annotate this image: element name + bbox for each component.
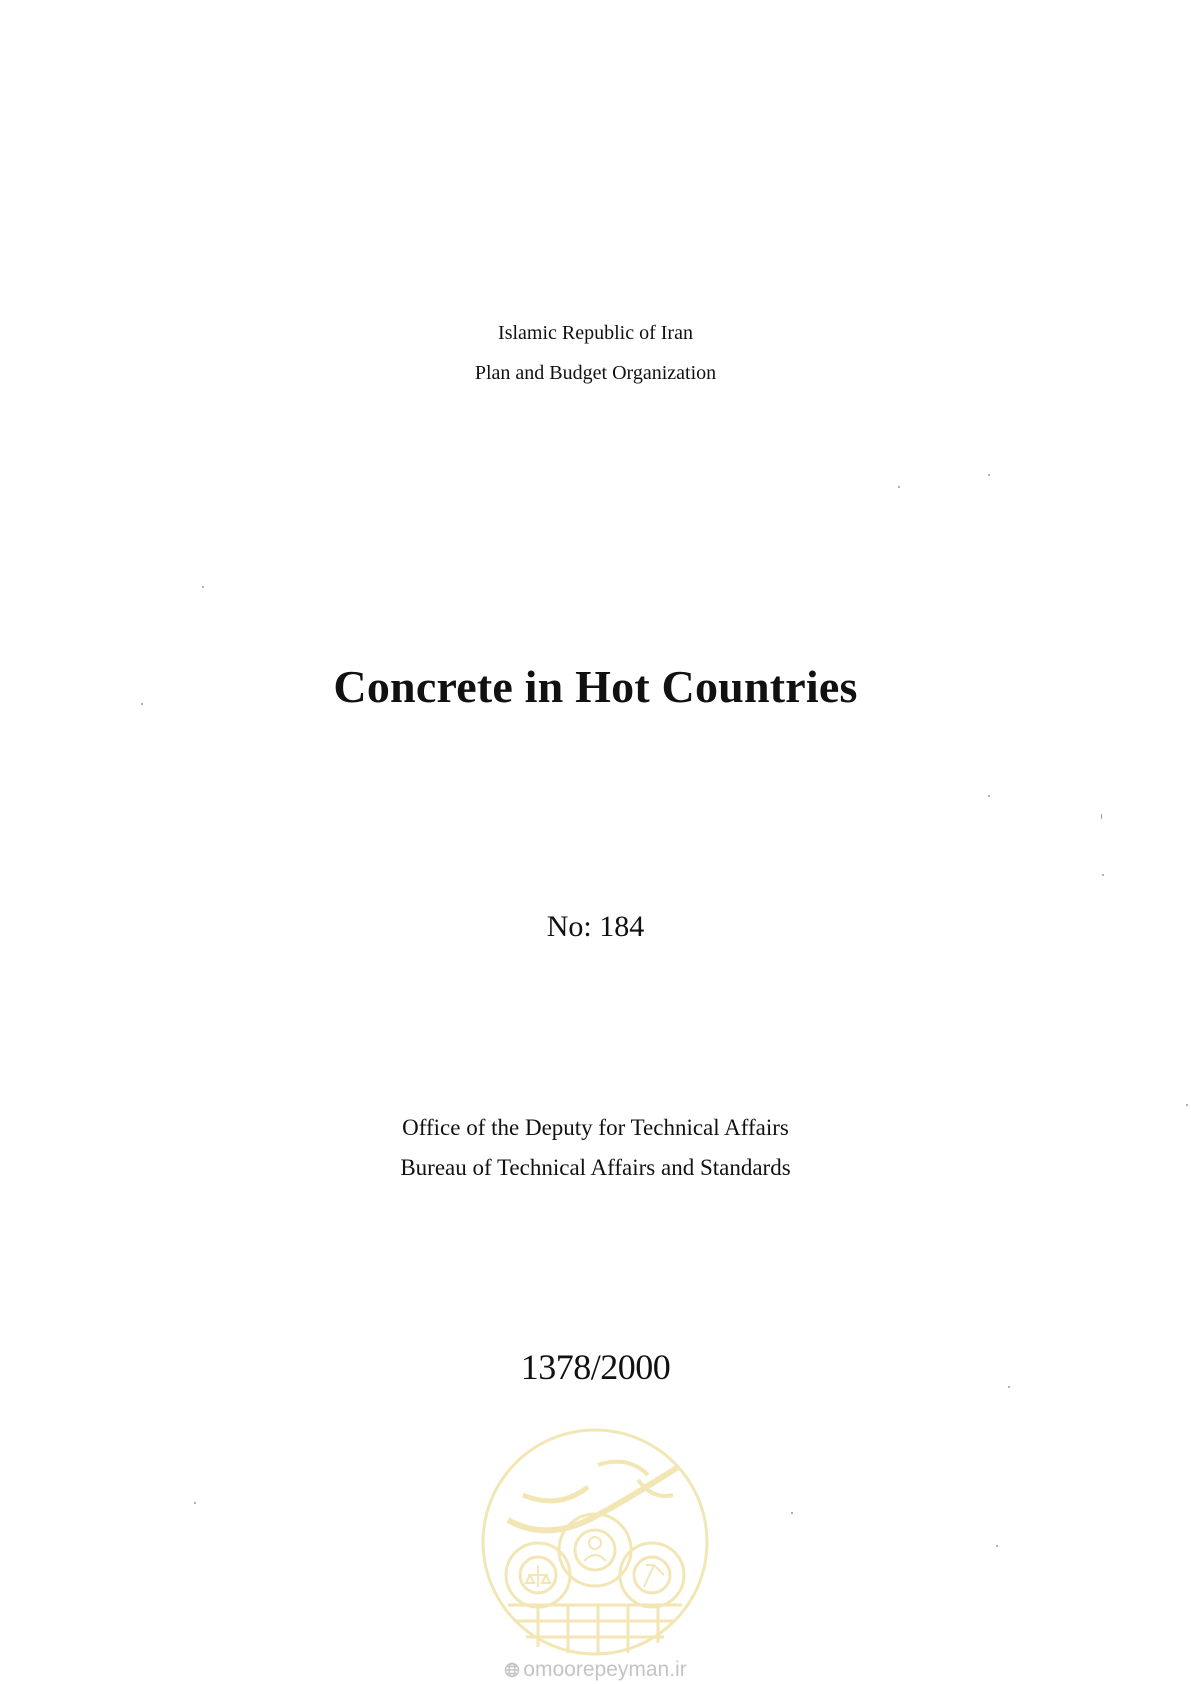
scan-speck [988, 795, 990, 797]
bureau-name: Bureau of Technical Affairs and Standards [400, 1155, 791, 1180]
scan-speck [996, 1545, 998, 1547]
globe-icon [504, 1662, 520, 1678]
scan-speck [202, 586, 204, 588]
organization-name: Plan and Budget Organization [474, 362, 717, 384]
watermark-url-text: omoorepeyman.ir [523, 1658, 687, 1681]
scan-speck [988, 474, 990, 476]
document-number: No: 184 [546, 910, 645, 943]
scan-speck [141, 703, 143, 705]
scan-speck [1102, 874, 1104, 876]
publication-date: 1378/2000 [520, 1347, 671, 1387]
scan-speck [791, 1512, 793, 1514]
office-name: Office of the Deputy for Technical Affairs [402, 1115, 789, 1140]
scan-speck [1101, 814, 1102, 819]
watermark-url [0, 1658, 1191, 1682]
scan-speck [194, 1502, 196, 1504]
watermark-logo [478, 1425, 712, 1659]
document-title: Concrete in Hot Countries [333, 661, 858, 712]
scan-speck [1186, 1104, 1188, 1106]
country-name: Islamic Republic of Iran [498, 322, 693, 344]
scan-speck [898, 486, 900, 488]
scan-speck [1008, 1386, 1010, 1388]
